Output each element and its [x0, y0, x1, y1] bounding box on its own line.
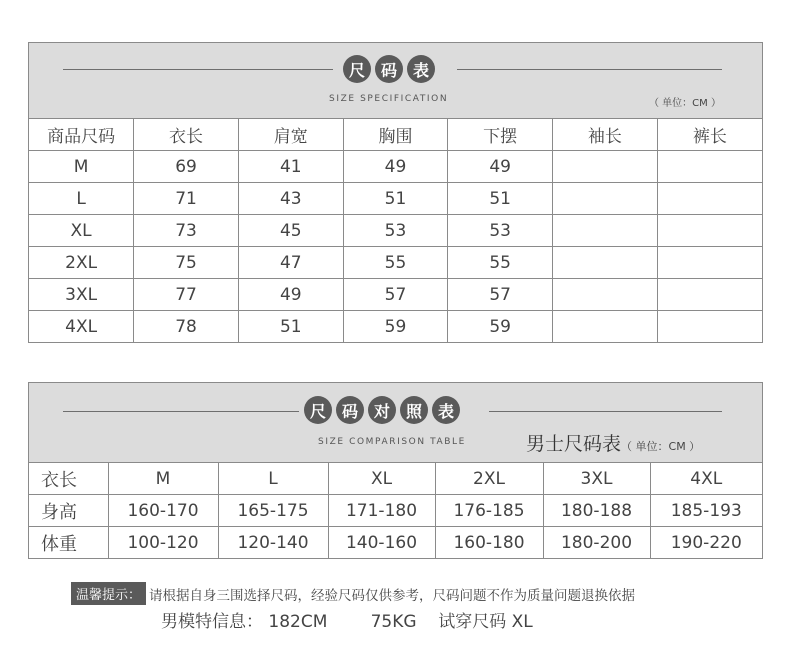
title-rule-left — [63, 69, 333, 70]
size-spec-header — [29, 43, 762, 119]
header-cell: 商品尺码 — [29, 119, 134, 151]
size-spec-title — [343, 55, 435, 83]
table-cell: 49 — [238, 279, 343, 311]
table-cell — [553, 183, 658, 215]
table-cell: 180-200 — [543, 527, 650, 559]
table-cell: 77 — [134, 279, 239, 311]
table-cell — [657, 215, 762, 247]
tip-text: 请根据自身三围选择尺码，经验尺码仅供参考，尺码问题不作为质量问题退换依据 — [149, 587, 636, 604]
table-row — [29, 279, 762, 311]
table-cell: 55 — [448, 247, 553, 279]
header-cell: 肩宽 — [238, 119, 343, 151]
table-cell: 176-185 — [435, 495, 543, 527]
table-cell: 49 — [343, 151, 448, 183]
table-cell — [553, 151, 658, 183]
tip-note — [71, 582, 635, 605]
size-spec-table — [29, 119, 762, 342]
table-cell — [553, 279, 658, 311]
table-cell: 47 — [238, 247, 343, 279]
mens-size-title — [526, 429, 700, 456]
row-header: 身高 — [29, 495, 108, 527]
title-rule-right — [489, 411, 722, 412]
table-cell — [657, 151, 762, 183]
table-cell: 41 — [238, 151, 343, 183]
table-cell — [657, 279, 762, 311]
table-cell: 120-140 — [218, 527, 328, 559]
table-cell: 51 — [238, 311, 343, 343]
row-header: 体重 — [29, 527, 108, 559]
size-compare-unit: （ 单位：CM ） — [621, 440, 701, 453]
table-cell: 53 — [343, 215, 448, 247]
table-row — [29, 527, 762, 559]
table-cell: 55 — [343, 247, 448, 279]
table-cell: 71 — [134, 183, 239, 215]
table-cell: 57 — [448, 279, 553, 311]
title-char-badge: 表 — [407, 55, 435, 83]
table-cell: 59 — [343, 311, 448, 343]
table-cell — [657, 183, 762, 215]
table-cell: 185-193 — [650, 495, 762, 527]
table-header-row — [29, 119, 762, 151]
size-compare-panel — [28, 382, 763, 559]
title-char-badge: 尺 — [343, 55, 371, 83]
table-row — [29, 247, 762, 279]
title-char-badge: 码 — [375, 55, 403, 83]
table-cell: 49 — [448, 151, 553, 183]
table-cell: 57 — [343, 279, 448, 311]
size-compare-header — [29, 383, 762, 463]
model-info: 男模特信息： 182CM 75KG 试穿尺码 XL — [161, 612, 533, 632]
title-char-badge: 尺 — [304, 396, 332, 424]
table-cell: XL — [328, 463, 435, 495]
table-cell: 140-160 — [328, 527, 435, 559]
table-cell: 190-220 — [650, 527, 762, 559]
title-char-badge: 对 — [368, 396, 396, 424]
table-cell — [657, 311, 762, 343]
table-cell: M — [29, 151, 134, 183]
title-char-badge: 照 — [400, 396, 428, 424]
title-char-badge: 表 — [432, 396, 460, 424]
header-cell: 下摆 — [448, 119, 553, 151]
table-cell — [553, 247, 658, 279]
table-cell: 180-188 — [543, 495, 650, 527]
table-cell: 45 — [238, 215, 343, 247]
table-cell: 165-175 — [218, 495, 328, 527]
table-cell: 3XL — [29, 279, 134, 311]
table-cell: 59 — [448, 311, 553, 343]
table-cell — [553, 215, 658, 247]
table-row — [29, 215, 762, 247]
table-cell: 43 — [238, 183, 343, 215]
table-cell: 2XL — [29, 247, 134, 279]
table-cell: 4XL — [650, 463, 762, 495]
title-rule-left — [63, 411, 299, 412]
title-char-badge: 码 — [336, 396, 364, 424]
table-cell: 171-180 — [328, 495, 435, 527]
table-cell: XL — [29, 215, 134, 247]
table-cell — [553, 311, 658, 343]
table-row — [29, 311, 762, 343]
table-cell: 69 — [134, 151, 239, 183]
table-cell: 100-120 — [108, 527, 218, 559]
table-cell: 160-170 — [108, 495, 218, 527]
size-spec-subtitle: SIZE SPECIFICATION — [329, 94, 449, 104]
table-cell: 73 — [134, 215, 239, 247]
table-cell: L — [218, 463, 328, 495]
size-spec-unit: （ 单位：CM ） — [649, 98, 721, 109]
table-cell: 75 — [134, 247, 239, 279]
tip-label: 温馨提示： — [71, 582, 146, 605]
table-cell: L — [29, 183, 134, 215]
table-cell — [657, 247, 762, 279]
size-compare-subtitle: SIZE COMPARISON TABLE — [318, 437, 466, 447]
header-cell: 胸围 — [343, 119, 448, 151]
header-cell: 衣长 — [134, 119, 239, 151]
table-cell: M — [108, 463, 218, 495]
table-row — [29, 495, 762, 527]
mens-size-title-text: 男士尺码表 — [526, 433, 622, 455]
size-compare-title — [304, 396, 460, 424]
table-cell: 160-180 — [435, 527, 543, 559]
table-cell: 51 — [448, 183, 553, 215]
header-cell: 裤长 — [657, 119, 762, 151]
table-cell: 2XL — [435, 463, 543, 495]
table-row — [29, 151, 762, 183]
title-rule-right — [457, 69, 722, 70]
table-cell: 78 — [134, 311, 239, 343]
table-cell: 53 — [448, 215, 553, 247]
table-row — [29, 183, 762, 215]
table-cell: 3XL — [543, 463, 650, 495]
size-compare-table — [29, 463, 762, 558]
row-header: 衣长 — [29, 463, 108, 495]
table-row — [29, 463, 762, 495]
table-cell: 4XL — [29, 311, 134, 343]
size-spec-panel — [28, 42, 763, 343]
table-cell: 51 — [343, 183, 448, 215]
header-cell: 袖长 — [553, 119, 658, 151]
